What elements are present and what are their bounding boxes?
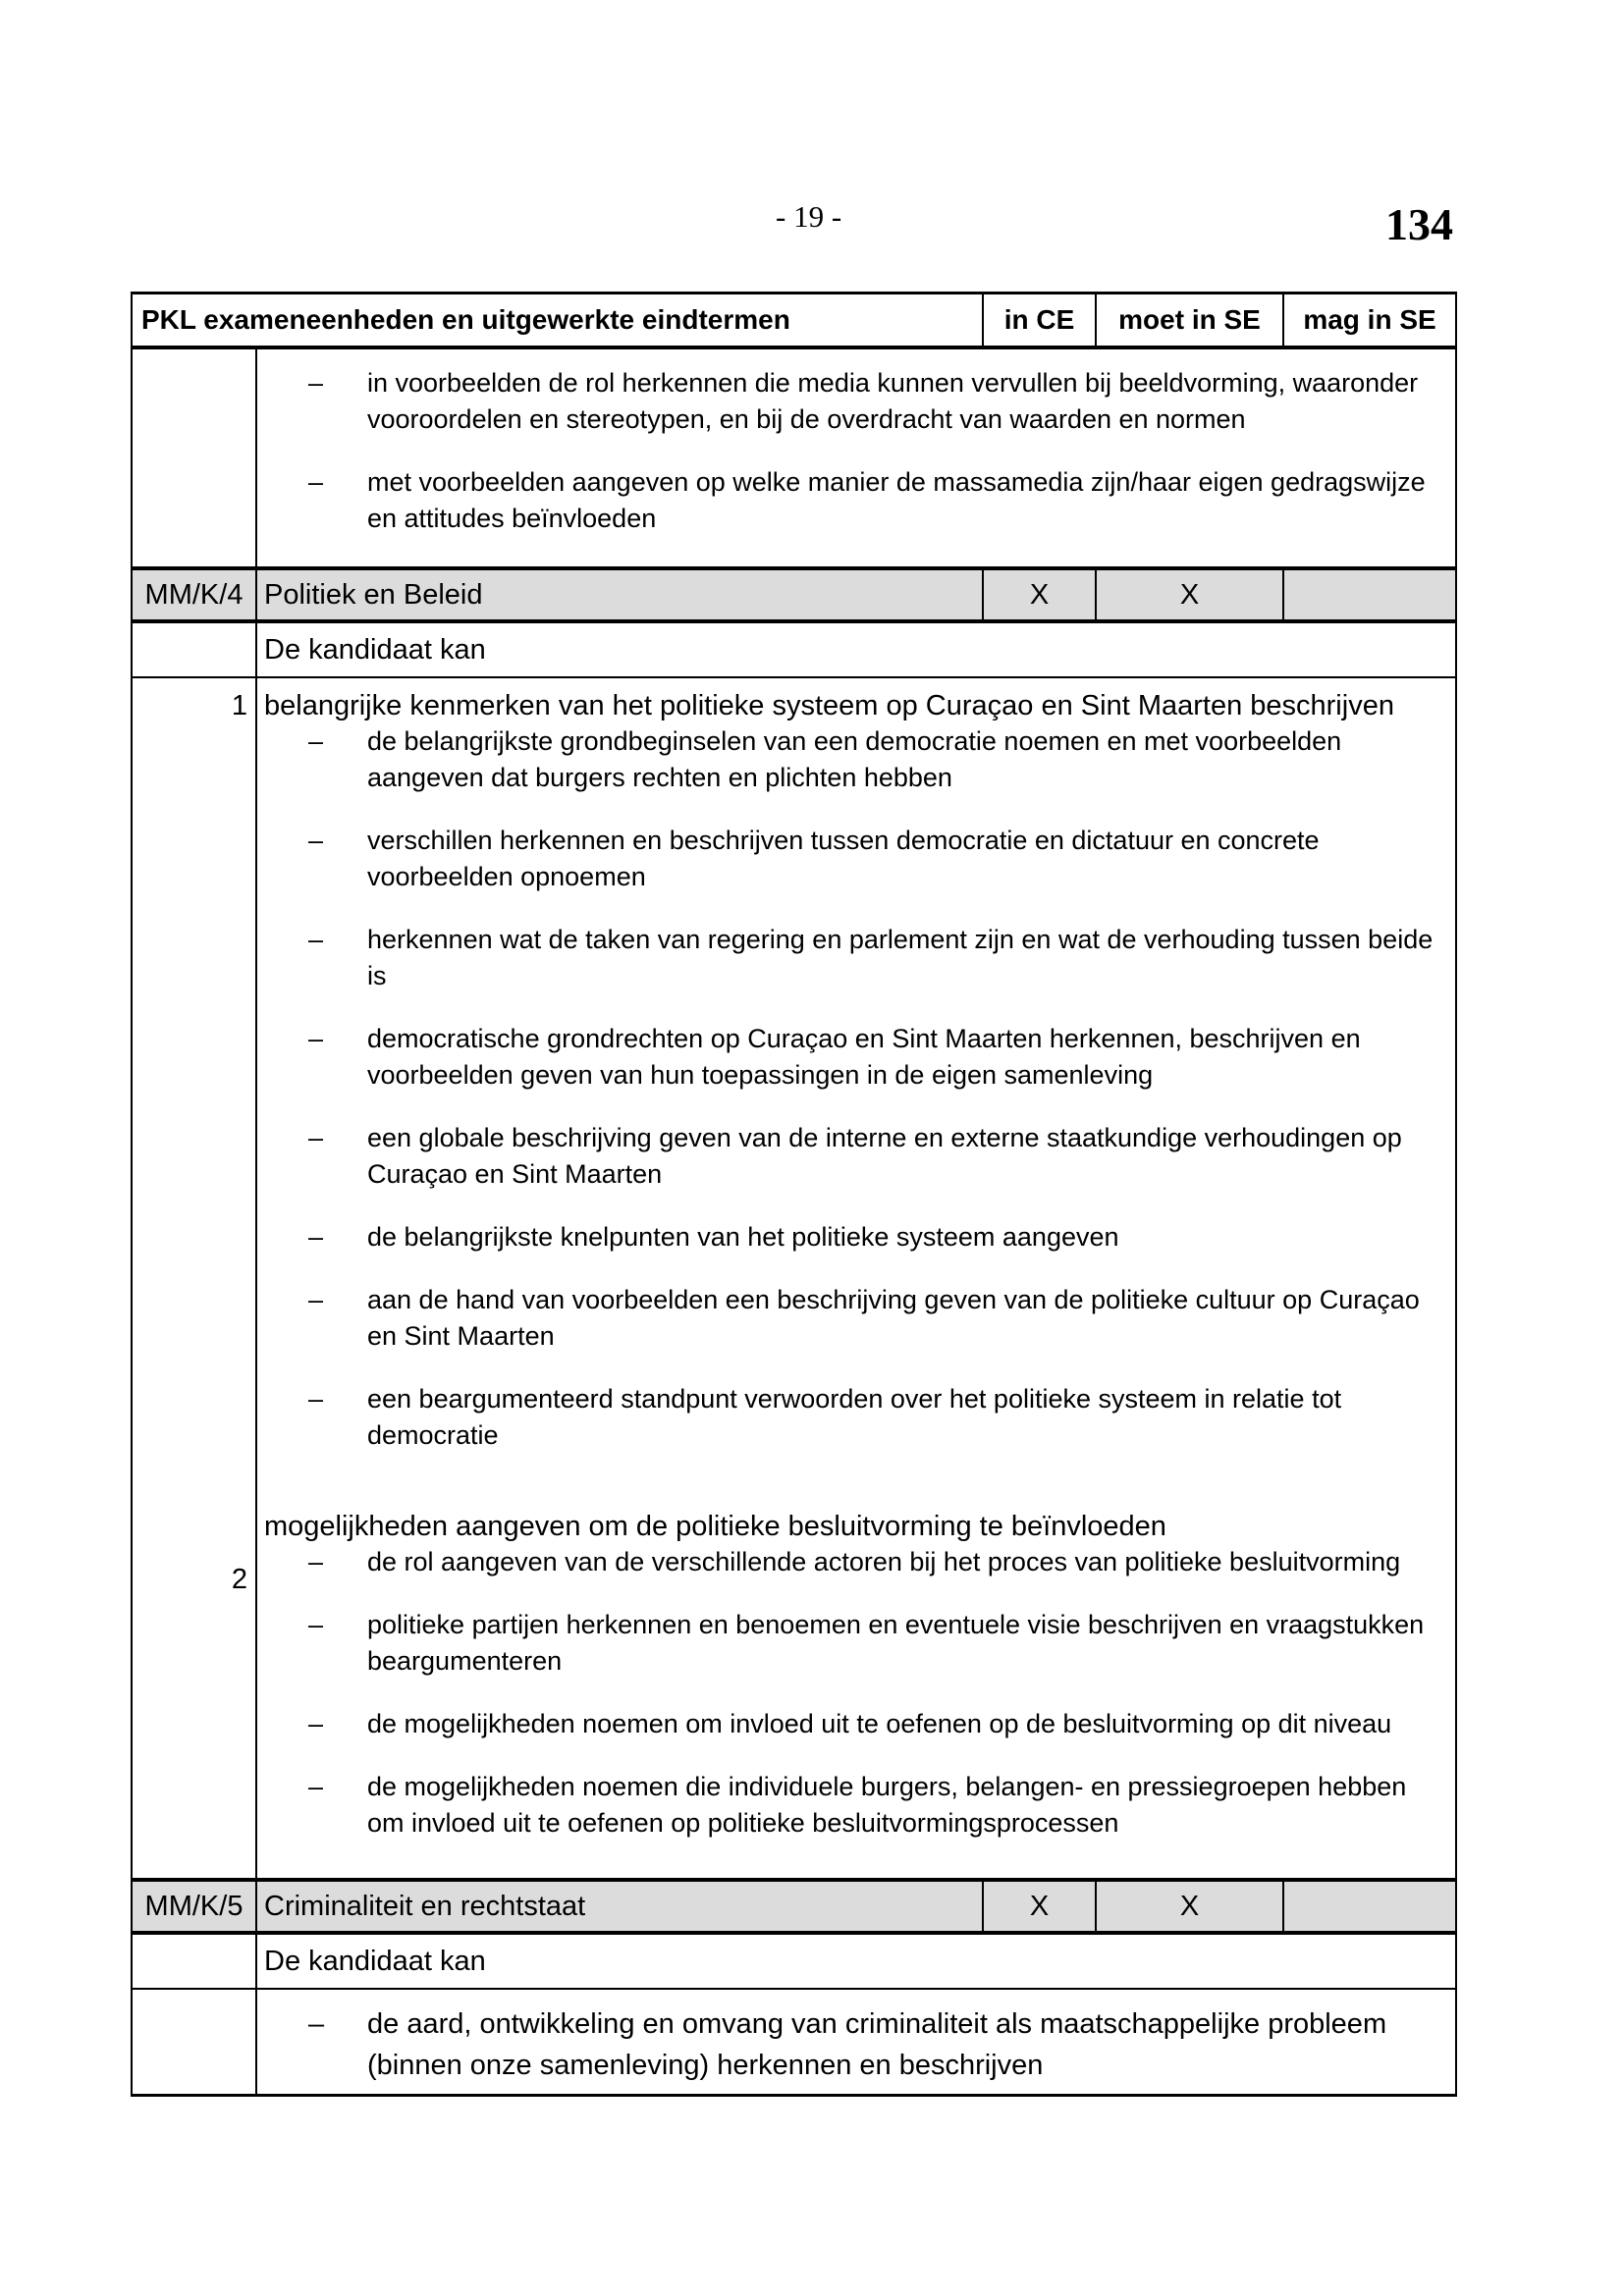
list-item: – de belangrijkste knelpunten van het politieke systeem aangeven xyxy=(308,1222,1119,1252)
moet-in-se-mark: X xyxy=(1096,1880,1283,1933)
objective-number: 2 xyxy=(231,1564,247,1595)
list-item: – de belangrijkste grondbeginselen van een democratie noemen en met voorbeelden aangeven dat burgers rechten en plichten hebben xyxy=(308,726,1342,792)
in-ce-mark: X xyxy=(983,568,1096,621)
unit-title: Politiek en Beleid xyxy=(256,568,983,621)
empty-cell xyxy=(132,347,256,568)
unit-code: MM/K/5 xyxy=(132,1880,256,1933)
empty-cell xyxy=(132,1989,256,2096)
objectives-row xyxy=(132,677,1456,1880)
mag-in-se-mark xyxy=(1283,568,1456,621)
unit-row xyxy=(132,1880,1456,1933)
empty-cell xyxy=(132,621,256,677)
unit-row xyxy=(132,568,1456,621)
list-item: – democratische grondrechten op Curaçao en Sint Maarten herkennen, beschrijven en voorbeelden geven van hun toepassingen in de eigen samenleving xyxy=(308,1024,1361,1090)
objective-text: belangrijke kenmerken van het politieke systeem op Curaçao en Sint Maarten beschrijven xyxy=(264,690,1394,721)
header-title: PKL exameneenheden en uitgewerkte eindtermen xyxy=(132,294,983,348)
objective-items xyxy=(257,723,1455,1454)
in-ce-mark: X xyxy=(983,1880,1096,1933)
items-row xyxy=(132,1989,1456,2096)
list-item: – met voorbeelden aangeven op welke manier de massamedia zijn/haar eigen gedragswijze en attitudes beïnvloeden xyxy=(308,467,1426,533)
list-item: – politieke partijen herkennen en benoemen en eventuele visie beschrijven en vraagstukken beargumenteren xyxy=(308,1610,1425,1676)
list-item: – verschillen herkennen en beschrijven tussen democratie en dictatuur en concrete voorbeelden opnoemen xyxy=(308,826,1320,891)
continuation-cell xyxy=(256,347,1456,568)
list-item: – in voorbeelden de rol herkennen die media kunnen vervullen bij beeldvorming, waaronder vooroordelen en stereotypen, en bij de overdracht van waarden en normen xyxy=(308,368,1419,434)
list-item: – de aard, ontwikkeling en omvang van criminaliteit als maatschappelijke probleem (binnen onze samenleving) herkennen en beschrijven xyxy=(308,2008,1387,2081)
objective-number-cell xyxy=(132,677,256,1880)
header-mag-in-se: mag in SE xyxy=(1283,294,1456,348)
list-item: – aan de hand van voorbeelden een beschrijving geven van de politieke cultuur op Curaçao en Sint Maarten xyxy=(308,1285,1420,1351)
table-header xyxy=(132,294,1456,348)
items-cell xyxy=(256,1989,1456,2096)
header-moet-in-se: moet in SE xyxy=(1096,294,1283,348)
empty-cell xyxy=(132,1933,256,1989)
intro-row xyxy=(132,1933,1456,1989)
list-item: – herkennen wat de taken van regering en parlement zijn en wat de verhouding tussen beide is xyxy=(308,925,1434,990)
list-item: – een globale beschrijving geven van de interne en externe staatkundige verhoudingen op Curaçao en Sint Maarten xyxy=(308,1123,1402,1189)
list-item: – de mogelijkheden noemen om invloed uit te oefenen op de besluitvorming op dit niveau xyxy=(308,1709,1392,1738)
intro-text: De kandidaat kan xyxy=(256,621,1456,677)
list-item: – de mogelijkheden noemen die individuele burgers, belangen- en pressiegroepen hebben om invloed uit te oefenen op politieke besluitvormingsprocessen xyxy=(308,1772,1407,1838)
intro-text: De kandidaat kan xyxy=(256,1933,1456,1989)
header-in-ce: in CE xyxy=(983,294,1096,348)
unit-code: MM/K/4 xyxy=(132,568,256,621)
moet-in-se-mark: X xyxy=(1096,568,1283,621)
exam-units-table xyxy=(131,292,1457,2097)
intro-row xyxy=(132,621,1456,677)
objective-number: 1 xyxy=(231,690,247,721)
mag-in-se-mark xyxy=(1283,1880,1456,1933)
document-number: 134 xyxy=(1385,199,1453,249)
continuation-row xyxy=(132,347,1456,568)
page-number: - 19 - xyxy=(776,199,842,234)
unit-title: Criminaliteit en rechtstaat xyxy=(256,1880,983,1933)
objective-items xyxy=(257,1544,1455,1842)
list-item: – de rol aangeven van de verschillende actoren bij het proces van politieke besluitvorming xyxy=(308,1547,1401,1576)
list-item: – een beargumenteerd standpunt verwoorden over het politieke systeem in relatie tot democratie xyxy=(308,1384,1342,1450)
objectives-cell xyxy=(256,677,1456,1880)
objective-text: mogelijkheden aangeven om de politieke besluitvorming te beïnvloeden xyxy=(264,1511,1166,1542)
